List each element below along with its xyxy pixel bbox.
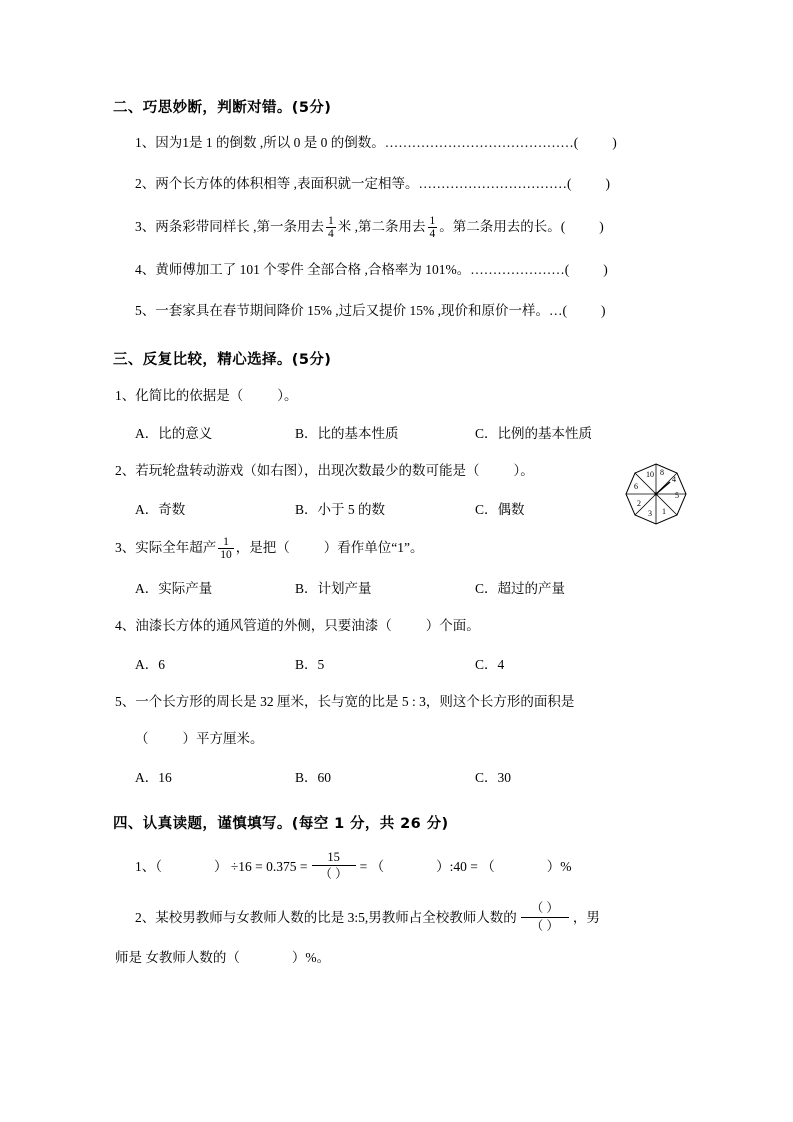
choice-q2-option-a[interactable]: A．奇数	[135, 502, 186, 517]
fraction-denominator: 4	[429, 227, 436, 240]
tf-item-1	[113, 133, 683, 154]
fill-1-p1-close: ）	[214, 858, 228, 874]
choice-q1-option-c[interactable]: C．比例的基本性质	[475, 426, 593, 442]
choice-q5-option-c[interactable]: C．30	[475, 769, 512, 785]
tf-item-4-paren-open: (	[564, 261, 570, 277]
svg-text:2: 2	[637, 499, 641, 508]
choice-question-5	[113, 691, 683, 713]
choice-q4-option-b[interactable]: B．5	[295, 656, 325, 672]
choice-q3-number: 3、	[115, 539, 136, 555]
choice-question-2	[113, 460, 683, 482]
fill-item-2-number: 2、	[135, 910, 156, 926]
choice-q2-option-b[interactable]: B．小于 5 的数	[295, 502, 386, 517]
tf-item-5	[113, 301, 683, 322]
choice-q1-options	[113, 422, 683, 442]
fill-item-2	[113, 900, 683, 934]
tf-item-2	[113, 174, 683, 195]
svg-text:10: 10	[646, 470, 654, 479]
choice-q2-stem: 若玩轮盘转动游戏（如右图），出现次数最少的数可能是（	[135, 463, 480, 479]
fill-2-line2-b: ）%。	[291, 949, 331, 965]
tf-item-1-text: 因为1是 1 的倒数 ,所以 0 是 0 的倒数。	[155, 135, 385, 150]
fill-item-1	[113, 849, 683, 883]
fill-item-1-number: 1、	[135, 858, 156, 874]
fraction-denominator: 4	[328, 227, 334, 240]
choice-q4-options	[113, 653, 683, 673]
choice-q4-option-c[interactable]: C．4	[475, 656, 505, 672]
choice-q5-paren-close: ）平方厘米。	[182, 731, 264, 747]
choice-q3-option-b[interactable]: B．计划产量	[295, 581, 372, 597]
fraction-denominator: 10	[220, 549, 232, 562]
fraction-15-over-blank	[312, 849, 356, 883]
choice-q5-stem: 一个长方形的周长是 32 厘米，长与宽的比是 5 : 3，则这个长方形的面积是	[135, 693, 575, 709]
tf-item-4-paren-close: )	[603, 261, 608, 277]
choice-q1-number: 1、	[115, 387, 136, 403]
choice-question-4	[113, 615, 683, 637]
choice-question-5-line2	[113, 728, 683, 750]
tf-item-2-text: 两个长方体的体积相等 ,表面积就一定相等。	[155, 175, 419, 191]
tf-item-1-paren-close: )	[612, 135, 617, 150]
fraction-numerator: 15	[327, 849, 340, 864]
fill-1-expression: ÷16 = 0.375 =	[230, 858, 308, 874]
choice-q3-options	[113, 577, 683, 597]
svg-text:6: 6	[634, 482, 638, 491]
tf-item-4-text: 黄师傅加工了 101 个零件 全部合格 ,合格率为 101%。	[155, 261, 471, 277]
fraction-numerator: 1	[429, 214, 436, 227]
choice-q4-option-a[interactable]: A．6	[135, 656, 165, 672]
fill-item-2-line2	[113, 944, 683, 971]
tf-item-4-number: 4、	[135, 261, 156, 277]
section-heading-2: 二、巧思妙断，判断对错。(5分)	[113, 100, 332, 116]
choice-q4-stem: 油漆长方体的通风管道的外侧，只要油漆（	[135, 618, 392, 634]
svg-text:4: 4	[672, 475, 676, 484]
fill-2-line2-a: 师是 女教师人数的（	[115, 949, 240, 965]
fill-2-line1-b: ，男	[572, 910, 600, 926]
fraction-one-tenth	[218, 536, 234, 561]
choice-q1-stem-end: ）。	[277, 387, 298, 403]
tf-item-3-paren-close: )	[599, 218, 604, 234]
fraction-one-quarter-second	[428, 215, 438, 240]
tf-item-1-dots: ……………………………………	[384, 135, 574, 150]
tf-item-5-number: 5、	[135, 302, 156, 318]
choice-q2-option-c[interactable]: C．偶数	[475, 502, 525, 517]
svg-text:3: 3	[648, 509, 652, 518]
fill-1-p3: = （	[359, 858, 385, 874]
choice-q5-option-b[interactable]: B．60	[295, 769, 332, 785]
tf-item-1-paren-open: (	[573, 135, 579, 150]
tf-item-2-paren-open: (	[567, 175, 572, 191]
svg-text:8: 8	[660, 468, 664, 477]
section-heading-4: 四、认真读题，谨慎填写。(每空 1 分，共 26 分)	[113, 815, 449, 832]
tf-item-4	[113, 260, 683, 281]
choice-q2-options	[113, 498, 683, 518]
tf-item-3	[113, 215, 683, 240]
svg-text:1: 1	[662, 507, 666, 516]
choice-q1-stem: 化简比的依据是（	[135, 387, 244, 403]
choice-question-1	[113, 385, 683, 407]
tf-item-5-dots: …	[549, 302, 563, 318]
fill-2-line1-a: 某校男教师与女教师人数的比是 3:5,男教师占全校教师人数的	[155, 910, 517, 926]
fill-1-p4: ）:40 = （	[436, 858, 495, 874]
tf-item-2-paren-close: )	[605, 175, 610, 191]
page-content	[113, 96, 683, 989]
choice-q2-stem-end: ）。	[513, 463, 534, 479]
choice-q3-option-a[interactable]: A．实际产量	[135, 581, 213, 597]
spinner-wheel-diagram	[624, 462, 688, 526]
tf-item-3-text-c: 。第二条用去的长。	[439, 218, 561, 234]
choice-q1-option-b[interactable]: B．比的基本性质	[295, 426, 399, 442]
fraction-numerator: 1	[328, 214, 334, 227]
fraction-denominator-blank[interactable]: （ ）	[312, 865, 356, 882]
fill-1-p1-open: （	[155, 858, 162, 874]
choice-q4-number: 4、	[115, 618, 136, 634]
tf-item-5-paren-open: (	[562, 302, 567, 318]
tf-item-2-dots: ……………………………	[418, 175, 567, 191]
tf-item-5-paren-close: )	[601, 302, 606, 318]
tf-item-3-paren-open: (	[560, 218, 566, 234]
choice-q5-options	[113, 766, 683, 786]
fraction-numerator: 1	[223, 536, 229, 548]
choice-q2-number: 2、	[115, 463, 136, 479]
tf-item-5-text: 一套家具在春节期间降价 15% ,过后又提价 15% ,现价和原价一样。	[155, 302, 549, 318]
fill-1-p5: ）%	[546, 858, 572, 874]
choice-q5-number: 5、	[115, 693, 136, 709]
choice-q5-paren-open: （	[135, 731, 149, 747]
choice-q1-option-a[interactable]: A．比的意义	[135, 426, 213, 442]
choice-q5-option-a[interactable]: A．16	[135, 769, 172, 785]
tf-item-3-text-a: 两条彩带同样长 ,第一条用去	[155, 218, 324, 234]
tf-item-2-number: 2、	[135, 175, 156, 191]
choice-q3-stem-b: ，是把（	[235, 539, 290, 555]
fraction-denominator-blank[interactable]: （ ）	[521, 917, 569, 934]
fraction-numerator-blank[interactable]: （ ）	[530, 901, 559, 916]
choice-q4-stem-end: ）个面。	[425, 618, 480, 634]
choice-question-3	[113, 536, 683, 561]
choice-q3-option-c[interactable]: C．超过的产量	[475, 581, 566, 597]
section-heading-3: 三、反复比较，精心选择。(5分)	[113, 351, 332, 368]
svg-text:5: 5	[675, 491, 679, 500]
tf-item-3-text-b: 米 ,第二条用去	[337, 218, 426, 234]
tf-item-4-dots: …………………	[470, 261, 565, 277]
tf-item-1-number: 1、	[135, 135, 156, 150]
fraction-one-quarter-first	[326, 215, 336, 240]
tf-item-3-number: 3、	[135, 218, 156, 234]
fraction-blank-over-blank[interactable]	[521, 900, 569, 934]
choice-q3-stem-c: ）看作单位“1”。	[323, 539, 424, 555]
choice-q3-stem: 实际全年超产	[135, 539, 217, 555]
